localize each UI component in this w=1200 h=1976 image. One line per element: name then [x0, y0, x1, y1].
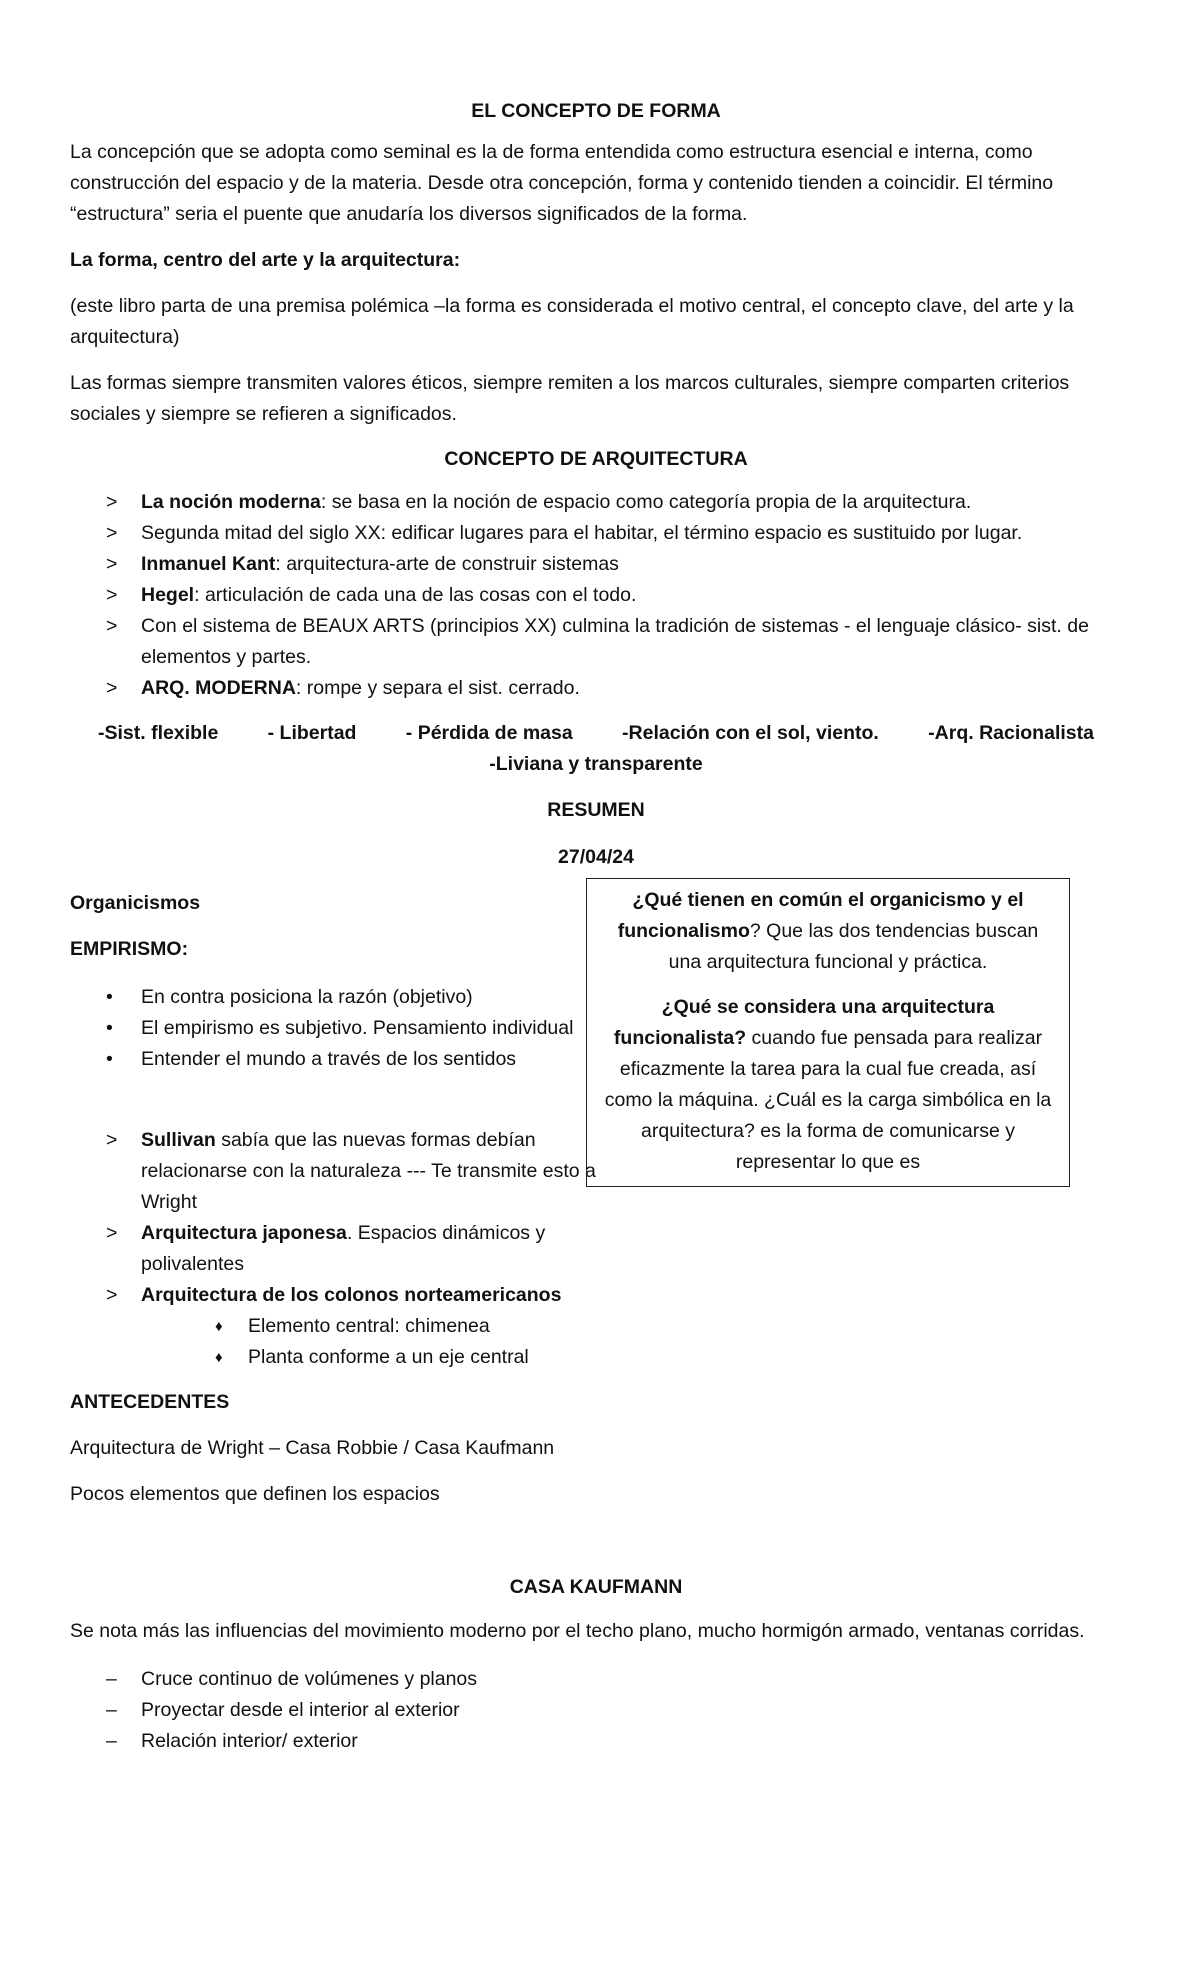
- list-item: > Sullivan sabía que las nuevas formas debían relacionarse con la naturaleza --- Te transmite esto a Wright: [70, 1125, 645, 1218]
- characteristics-row: [70, 718, 1122, 749]
- list-item: • En contra posiciona la razón (objetivo): [70, 982, 645, 1013]
- list-item: ♦ Planta conforme a un eje central: [70, 1342, 645, 1373]
- list-item: > Segunda mitad del siglo XX: edificar lugares para el habitar, el término espacio es sustituido por lugar.: [70, 518, 1122, 549]
- paragraph-pocos-elementos: Pocos elementos que definen los espacios: [70, 1483, 440, 1505]
- list-item: > Hegel: articulación de cada una de las cosas con el todo.: [70, 580, 1122, 611]
- list-item: > La noción moderna: se basa en la noción de espacio como categoría propia de la arquitectura.: [70, 487, 1122, 518]
- list-item: > Arquitectura de los colonos norteamericanos: [70, 1280, 645, 1311]
- arquitectura-list: [70, 487, 1122, 704]
- paragraph-kaufmann: Se nota más las influencias del movimiento moderno por el techo plano, mucho hormigón armado, ventanas corridas.: [70, 1620, 1085, 1642]
- diamond-bullet-icon: ♦: [215, 1318, 223, 1335]
- paragraph-valores: Las formas siempre transmiten valores éticos, siempre remiten a los marcos culturales, siempre comparten criterios sociales y siempre se refieren a significados.: [70, 372, 1070, 425]
- diamond-bullet-icon: ♦: [215, 1349, 223, 1366]
- list-item: – Relación interior/ exterior: [70, 1726, 1122, 1757]
- tag-sist-flexible: -Sist. flexible: [98, 722, 219, 744]
- question-organicismo: ¿Qué tienen en común el organicismo y el funcionalismo? Que las dos tendencias buscan una arquitectura funcional y práctica.: [617, 889, 1039, 973]
- paragraph-wright: Arquitectura de Wright – Casa Robbie / Casa Kaufmann: [70, 1437, 555, 1459]
- arrow-marker-icon: >: [106, 1222, 118, 1244]
- arrow-marker-icon: >: [106, 553, 118, 575]
- date-label: 27/04/24: [558, 846, 634, 868]
- section-title-kaufmann: CASA KAUFMANN: [509, 1576, 683, 1598]
- list-item: ♦ Elemento central: chimenea: [70, 1311, 645, 1342]
- heading-antecedentes: ANTECEDENTES: [70, 1391, 230, 1413]
- list-item: > ARQ. MODERNA: rompe y separa el sist. cerrado.: [70, 673, 1122, 704]
- bullet-icon: •: [106, 1048, 113, 1070]
- arrow-marker-icon: >: [106, 1129, 118, 1151]
- dash-marker-icon: –: [106, 1730, 117, 1752]
- paragraph-premisa: (este libro parta de una premisa polémica –la forma es considerada el motivo central, el concepto clave, del arte y la arquitectura): [70, 295, 1074, 348]
- heading-organicismos: Organicismos: [70, 892, 201, 914]
- tag-relacion-sol: -Relación con el sol, viento.: [622, 722, 879, 744]
- section-title-arquitectura: CONCEPTO DE ARQUITECTURA: [444, 448, 748, 470]
- tag-perdida-masa: - Pérdida de masa: [405, 722, 573, 744]
- dash-marker-icon: –: [106, 1699, 117, 1721]
- tag-libertad: - Libertad: [267, 722, 357, 744]
- dash-marker-icon: –: [106, 1668, 117, 1690]
- question-box: [586, 878, 1070, 1187]
- list-item: – Proyectar desde el interior al exterior: [70, 1695, 1122, 1726]
- tag-liviana: -Liviana y transparente: [489, 753, 703, 775]
- list-item: > Con el sistema de BEAUX ARTS (principios XX) culmina la tradición de sistemas - el lenguaje clásico- sist. de elementos y partes.: [70, 611, 1122, 673]
- section-title-forma: EL CONCEPTO DE FORMA: [471, 100, 721, 122]
- heading-empirismo: EMPIRISMO:: [70, 938, 189, 960]
- list-item: > Inmanuel Kant: arquitectura-arte de construir sistemas: [70, 549, 1122, 580]
- question-funcionalista: ¿Qué se considera una arquitectura funcionalista? cuando fue pensada para realizar eficazmente la tarea para la cual fue creada, así como la máquina. ¿Cuál es la carga simbólica en la arquitectura? es la forma de comunicarse y representar lo que es: [604, 996, 1052, 1173]
- arrow-marker-icon: >: [106, 522, 118, 544]
- kaufmann-list: [70, 1664, 1122, 1757]
- subheading-forma-centro: La forma, centro del arte y la arquitectura:: [70, 249, 461, 271]
- arrow-marker-icon: >: [106, 491, 118, 513]
- arrow-marker-icon: >: [106, 1284, 118, 1306]
- arrow-marker-icon: >: [106, 615, 118, 637]
- list-item: > Arquitectura japonesa. Espacios dinámicos y polivalentes: [70, 1218, 645, 1280]
- organicismo-list: [70, 1125, 645, 1311]
- bullet-icon: •: [106, 1017, 113, 1039]
- arrow-marker-icon: >: [106, 677, 118, 699]
- arrow-marker-icon: >: [106, 584, 118, 606]
- paragraph-forma-intro: La concepción que se adopta como seminal es la de forma entendida como estructura esencial e interna, como construcción del espacio y de la materia. Desde otra concepción, forma y contenido tienden a coincidir. El término “estructura” seria el puente que anudaría los diversos significados de la forma.: [70, 141, 1054, 225]
- colonos-sublist: [70, 1311, 645, 1373]
- left-column: [70, 982, 645, 1373]
- list-item: • Entender el mundo a través de los sentidos: [70, 1044, 645, 1075]
- list-item: – Cruce continuo de volúmenes y planos: [70, 1664, 1122, 1695]
- bullet-icon: •: [106, 986, 113, 1008]
- section-title-resumen: RESUMEN: [547, 799, 645, 821]
- empirismo-list: [70, 982, 645, 1075]
- tag-racionalista: -Arq. Racionalista: [928, 722, 1094, 744]
- list-item: • El empirismo es subjetivo. Pensamiento individual: [70, 1013, 645, 1044]
